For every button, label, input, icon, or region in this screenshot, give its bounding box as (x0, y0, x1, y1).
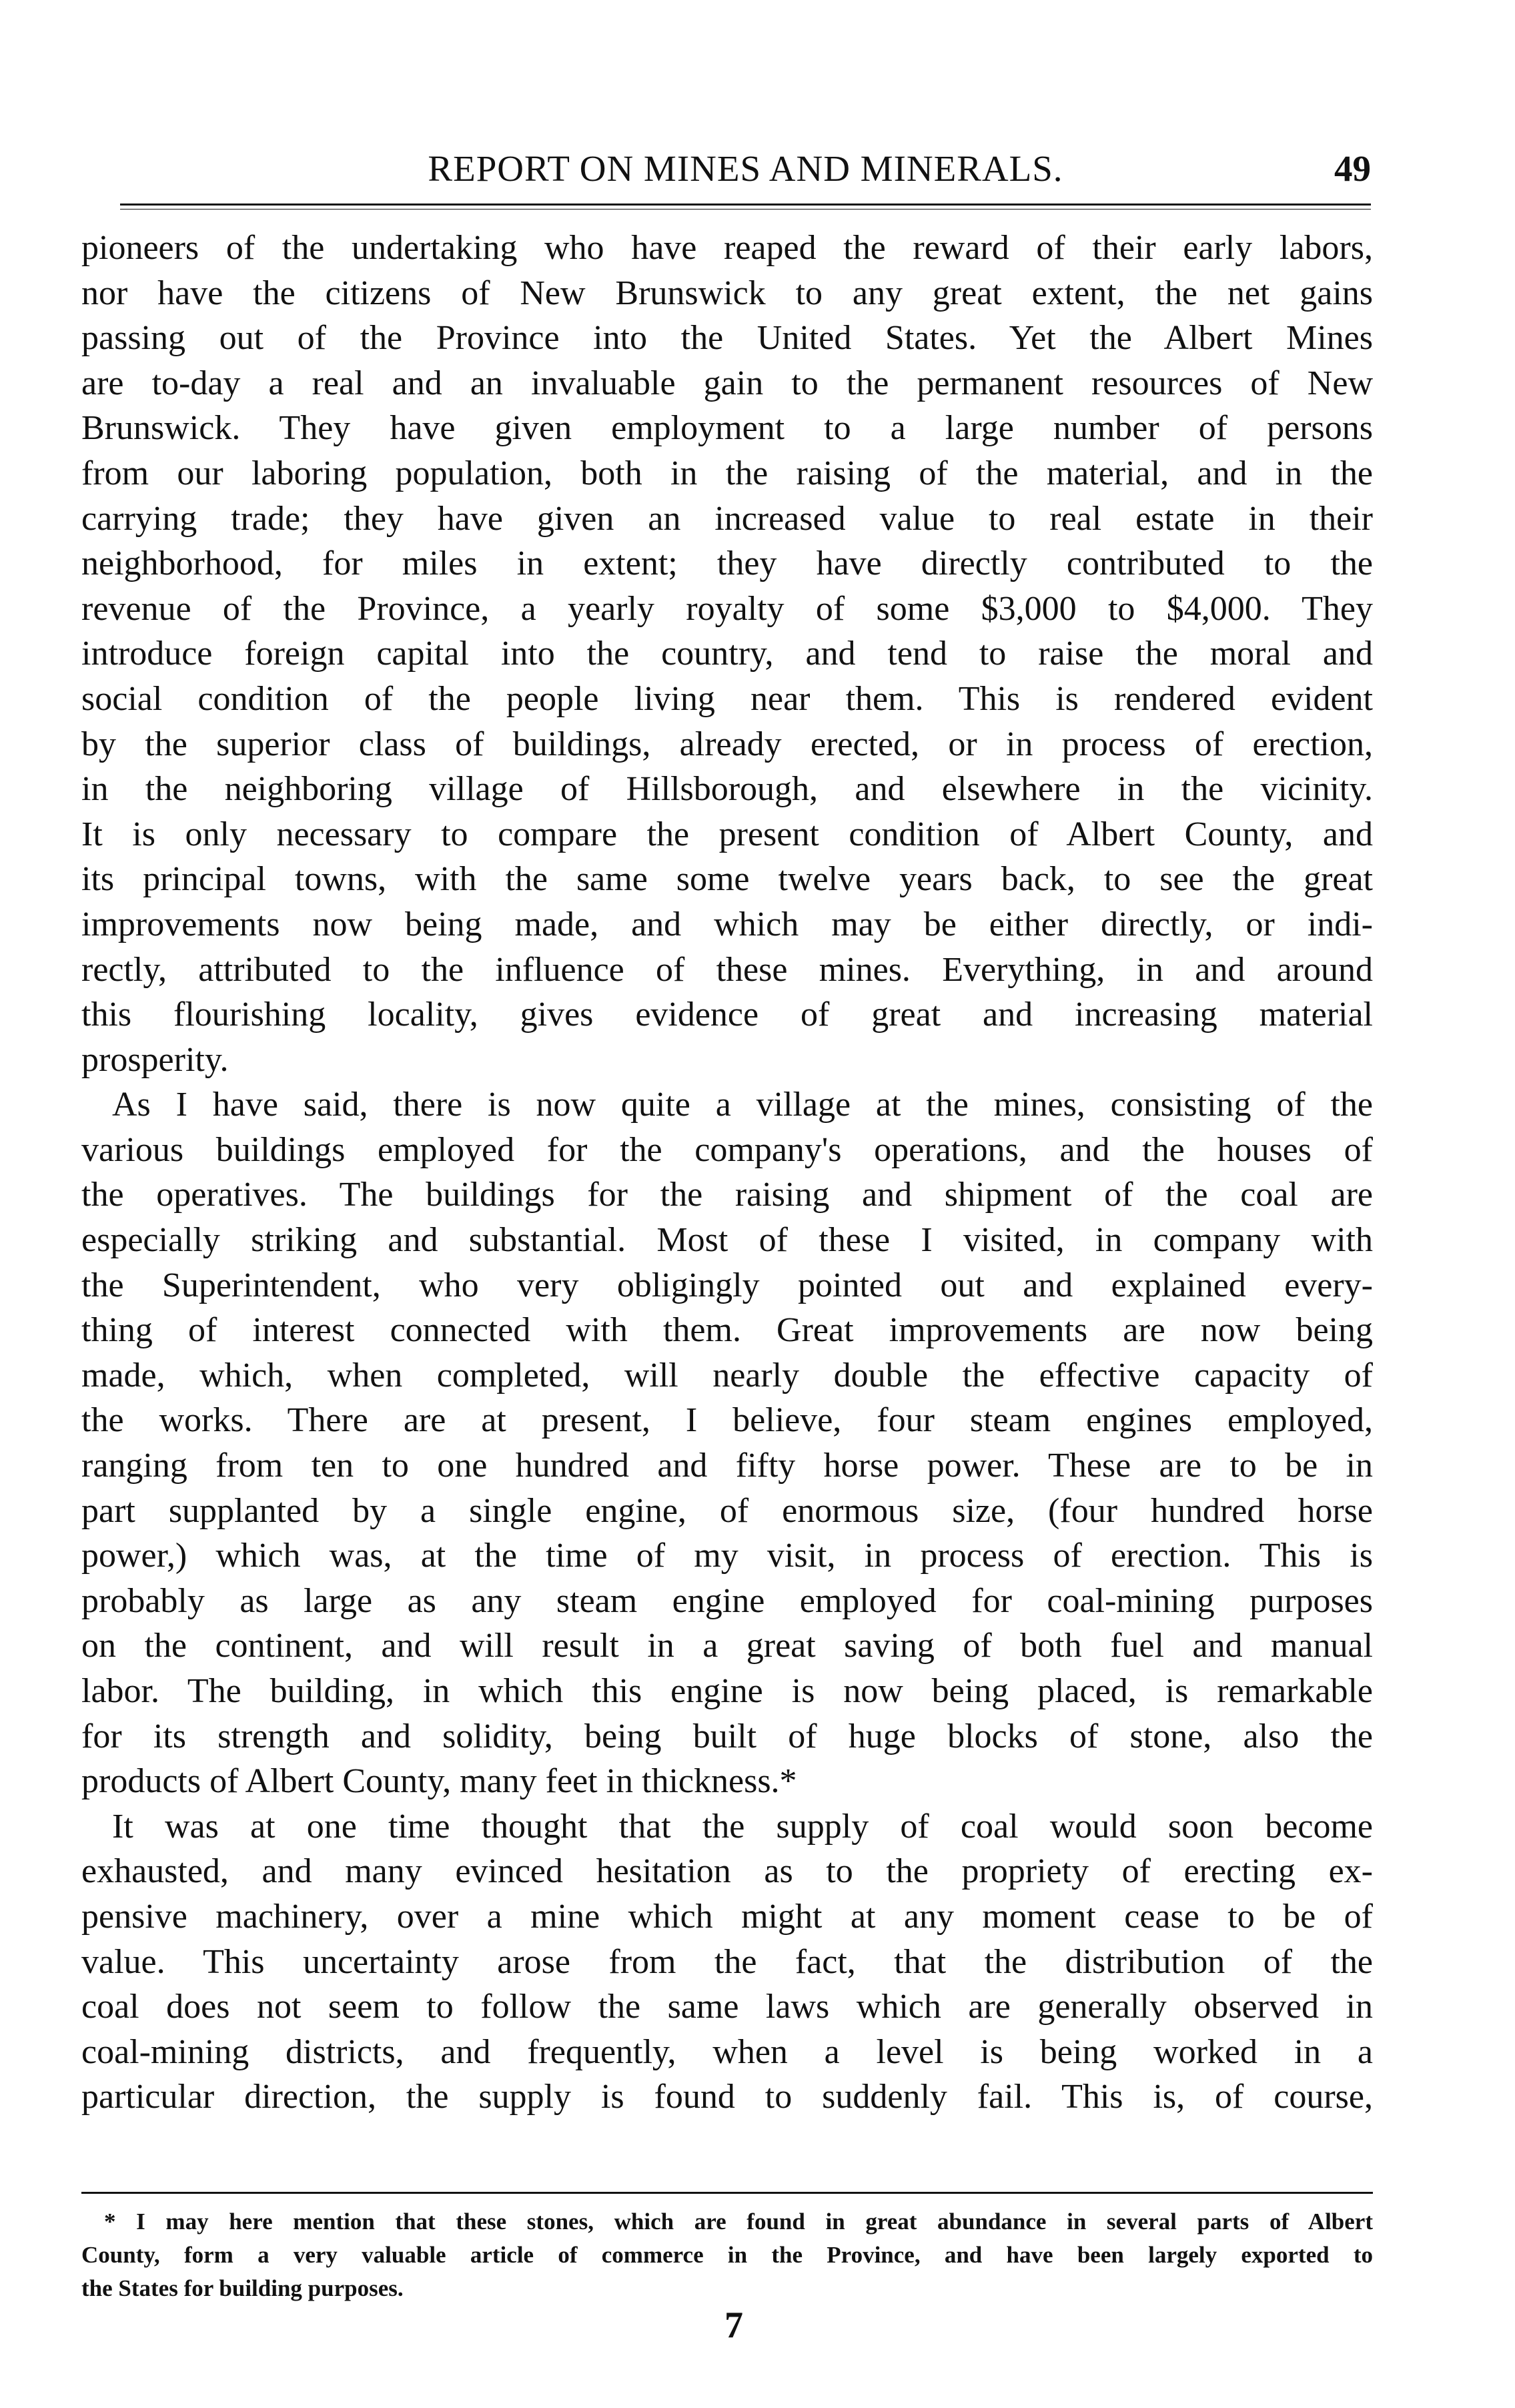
body-line: coal-mining districts, and frequently, when a level is being worked in a (81, 2032, 1373, 2071)
signature-mark: 7 (724, 2305, 743, 2346)
body-line: Brunswick. They have given employment to a large number of persons (81, 409, 1373, 448)
body-line: social condition of the people living near them. This is rendered evident (81, 679, 1373, 718)
body-line: thing of interest connected with them. Great improvements are now being (81, 1311, 1373, 1350)
body-line: revenue of the Province, a yearly royalty of some $3,000 to $4,000. They (81, 589, 1373, 628)
running-title: REPORT ON MINES AND MINERALS. (428, 148, 1063, 189)
body-line: especially striking and substantial. Most of these I visited, in company with (81, 1221, 1373, 1260)
body-line: nor have the citizens of New Brunswick to any great extent, the net gains (81, 274, 1373, 312)
body-line: on the continent, and will result in a great saving of both fuel and manual (81, 1627, 1373, 1665)
body-line: improvements now being made, and which may be either directly, or indi- (81, 905, 1373, 943)
page-number: 49 (1334, 148, 1371, 189)
body-line: for its strength and solidity, being built of huge blocks of stone, also the (81, 1717, 1373, 1755)
body-line: carrying trade; they have given an increased value to real estate in their (81, 499, 1373, 538)
body-line: by the superior class of buildings, already erected, or in process of erection, (81, 725, 1373, 763)
body-line: ranging from ten to one hundred and fifty horse power. These are to be in (81, 1447, 1373, 1485)
header-rule (120, 204, 1371, 206)
body-line: power,) which was, at the time of my visit, in process of erection. This is (81, 1537, 1373, 1575)
body-line: are to-day a real and an invaluable gain to the permanent resources of New (81, 364, 1373, 402)
footnote-line: the States for building purposes. (81, 2275, 404, 2301)
body-line: the Superintendent, who very obligingly pointed out and explained every- (81, 1266, 1373, 1304)
footnote-rule (81, 2192, 1373, 2194)
body-line: passing out of the Province into the United States. Yet the Albert Mines (81, 319, 1373, 358)
body-line: the works. There are at present, I believe, four steam engines employed, (81, 1401, 1373, 1440)
body-line: from our laboring population, both in the raising of the material, and in the (81, 454, 1373, 492)
body-line: pioneers of the undertaking who have reaped the reward of their early labors, (81, 229, 1373, 267)
body-line: rectly, attributed to the influence of these mines. Everything, in and around (81, 950, 1373, 989)
header-rule-thin (120, 209, 1371, 210)
body-line: in the neighboring village of Hillsborough, and elsewhere in the vicinity. (81, 770, 1373, 809)
body-line: coal does not seem to follow the same laws which are generally observed in (81, 1988, 1373, 2026)
body-line: value. This uncertainty arose from the fact, that the distribution of the (81, 1942, 1373, 1981)
body-line: the operatives. The buildings for the raising and shipment of the coal are (81, 1176, 1373, 1214)
body-line: introduce foreign capital into the country, and tend to raise the moral and (81, 635, 1373, 673)
body-line: part supplanted by a single engine, of enormous size, (four hundred horse (81, 1491, 1373, 1530)
body-line: neighborhood, for miles in extent; they have directly contributed to the (81, 544, 1373, 583)
body-text (81, 226, 1373, 2120)
body-line: made, which, when completed, will nearly double the effective capacity of (81, 1356, 1373, 1394)
body-line: It is only necessary to compare the present condition of Albert County, and (81, 815, 1373, 853)
body-line: prosperity. (81, 1040, 229, 1079)
footnote (81, 2205, 1373, 2305)
body-line: pensive machinery, over a mine which might at any moment cease to be of (81, 1897, 1373, 1936)
footnote-line: * I may here mention that these stones, which are found in great abundance in several parts of Albert (104, 2209, 1373, 2235)
body-line: various buildings employed for the company's operations, and the houses of (81, 1130, 1373, 1169)
body-line: labor. The building, in which this engine is now being placed, is remarkable (81, 1672, 1373, 1710)
body-line: particular direction, the supply is found to suddenly fail. This is, of course, (81, 2078, 1373, 2116)
body-line: its principal towns, with the same some twelve years back, to see the great (81, 860, 1373, 899)
body-line: It was at one time thought that the supply of coal would soon become (112, 1807, 1373, 1846)
body-line: this flourishing locality, gives evidence of great and increasing material (81, 995, 1373, 1034)
footnote-line: County, form a very valuable article of commerce in the Province, and have been largely exported to (81, 2242, 1373, 2268)
body-line: probably as large as any steam engine employed for coal-mining purposes (81, 1581, 1373, 1620)
body-line: products of Albert County, many feet in thickness.* (81, 1762, 797, 1801)
body-line: As I have said, there is now quite a village at the mines, consisting of the (112, 1086, 1373, 1124)
body-line: exhausted, and many evinced hesitation as to the propriety of erecting ex- (81, 1852, 1373, 1891)
running-head (120, 145, 1371, 192)
